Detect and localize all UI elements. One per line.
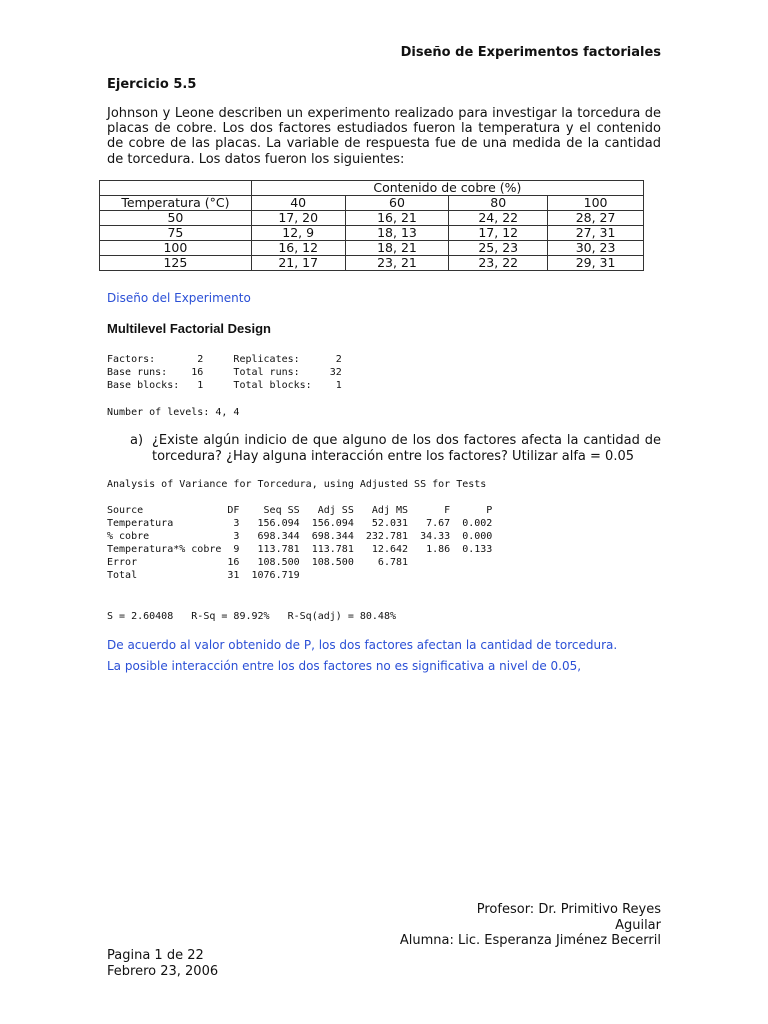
table-cell: 23, 21 <box>345 256 449 271</box>
page-number: Pagina 1 de 22 <box>107 948 204 963</box>
table-cell: 12, 9 <box>251 226 345 241</box>
professor-line-2: Aguilar <box>615 917 661 933</box>
table-cell: 18, 21 <box>345 241 449 256</box>
table-cell: 16, 21 <box>345 211 449 226</box>
question-marker: a) <box>130 433 144 448</box>
table-row <box>100 241 644 256</box>
document-date: Febrero 23, 2006 <box>107 963 219 979</box>
table-cell: 29, 31 <box>548 256 644 271</box>
data-table <box>99 180 644 271</box>
anova-table: Source DF Seq SS Adj SS Adj MS F P Temperatura 3 156.094 156.094 52.031 7.67 0.002 % cobre 3 698.344 698.344 232.781 34.33 0.000 Temperatura*% cobre 9 113.781 113.781 12.642 1.86 0.133 Error 16 108.500 108.500 6.781 Total 31 1076.719 <box>107 505 493 581</box>
table-empty-cell <box>100 181 252 196</box>
table-cell: 30, 23 <box>548 241 644 256</box>
table-cell-temp: 50 <box>100 211 252 226</box>
student-line: Alumna: Lic. Esperanza Jiménez Becerril <box>399 933 661 948</box>
document-header-title: Diseño de Experimentos factoriales <box>400 45 661 60</box>
design-output: Factors: 2 Replicates: 2 Base runs: 16 Total runs: 32 Base blocks: 1 Total blocks: 1 <box>107 354 342 391</box>
table-group-header: Contenido de cobre (%) <box>251 181 643 196</box>
table-group-header-row <box>100 181 644 196</box>
table-column-header: 100 <box>548 196 644 211</box>
table-cell-temp: 75 <box>100 226 252 241</box>
footer-author-block <box>400 902 661 949</box>
design-title: Multilevel Factorial Design <box>107 321 271 336</box>
levels-line: Number of levels: 4, 4 <box>107 407 240 418</box>
table-row <box>100 256 644 271</box>
table-cell: 18, 13 <box>345 226 449 241</box>
table-cell-temp: 125 <box>100 256 252 271</box>
table-cell: 17, 20 <box>251 211 345 226</box>
table-cell: 27, 31 <box>548 226 644 241</box>
exercise-title: Ejercicio 5.5 <box>107 77 197 92</box>
table-cell: 16, 12 <box>251 241 345 256</box>
table-cell-temp: 100 <box>100 241 252 256</box>
professor-line: Profesor: Dr. Primitivo Reyes <box>476 902 661 917</box>
table-cell: 17, 12 <box>449 226 548 241</box>
table-row-header: Temperatura (°C) <box>100 196 252 211</box>
table-column-header: 40 <box>251 196 345 211</box>
table-column-header: 80 <box>449 196 548 211</box>
table-row <box>100 226 644 241</box>
footer-page-block <box>107 948 218 979</box>
question-a <box>130 433 661 465</box>
table-cell: 28, 27 <box>548 211 644 226</box>
conclusion-line: La posible interacción entre los dos factores no es significativa a nivel de 0.05, <box>107 659 582 673</box>
question-text: ¿Existe algún indicio de que alguno de los dos factores afecta la cantidad de torcedura? ¿Hay alguna interacción entre los factores? Utilizar alfa = 0.05 <box>152 433 661 464</box>
table-cell: 24, 22 <box>449 211 548 226</box>
conclusion-line: De acuerdo al valor obtenido de P, los dos factores afectan la cantidad de torcedura. <box>107 638 618 652</box>
fit-statistics: S = 2.60408 R-Sq = 89.92% R-Sq(adj) = 80.48% <box>107 611 396 622</box>
table-cell: 25, 23 <box>449 241 548 256</box>
table-column-header-row <box>100 196 644 211</box>
table-cell: 21, 17 <box>251 256 345 271</box>
table-column-header: 60 <box>345 196 449 211</box>
design-section-label: Diseño del Experimento <box>107 291 251 305</box>
table-cell: 23, 22 <box>449 256 548 271</box>
anova-title: Analysis of Variance for Torcedura, using Adjusted SS for Tests <box>107 479 487 490</box>
table-row <box>100 211 644 226</box>
intro-paragraph: Johnson y Leone describen un experimento realizado para investigar la torcedura de placas de cobre. Los dos factores estudiados fueron la temperatura y el contenido de cobre de las placas. La variable de respuesta fue de una medida de la cantidad de torcedura. Los datos fueron los siguientes: <box>107 106 661 167</box>
